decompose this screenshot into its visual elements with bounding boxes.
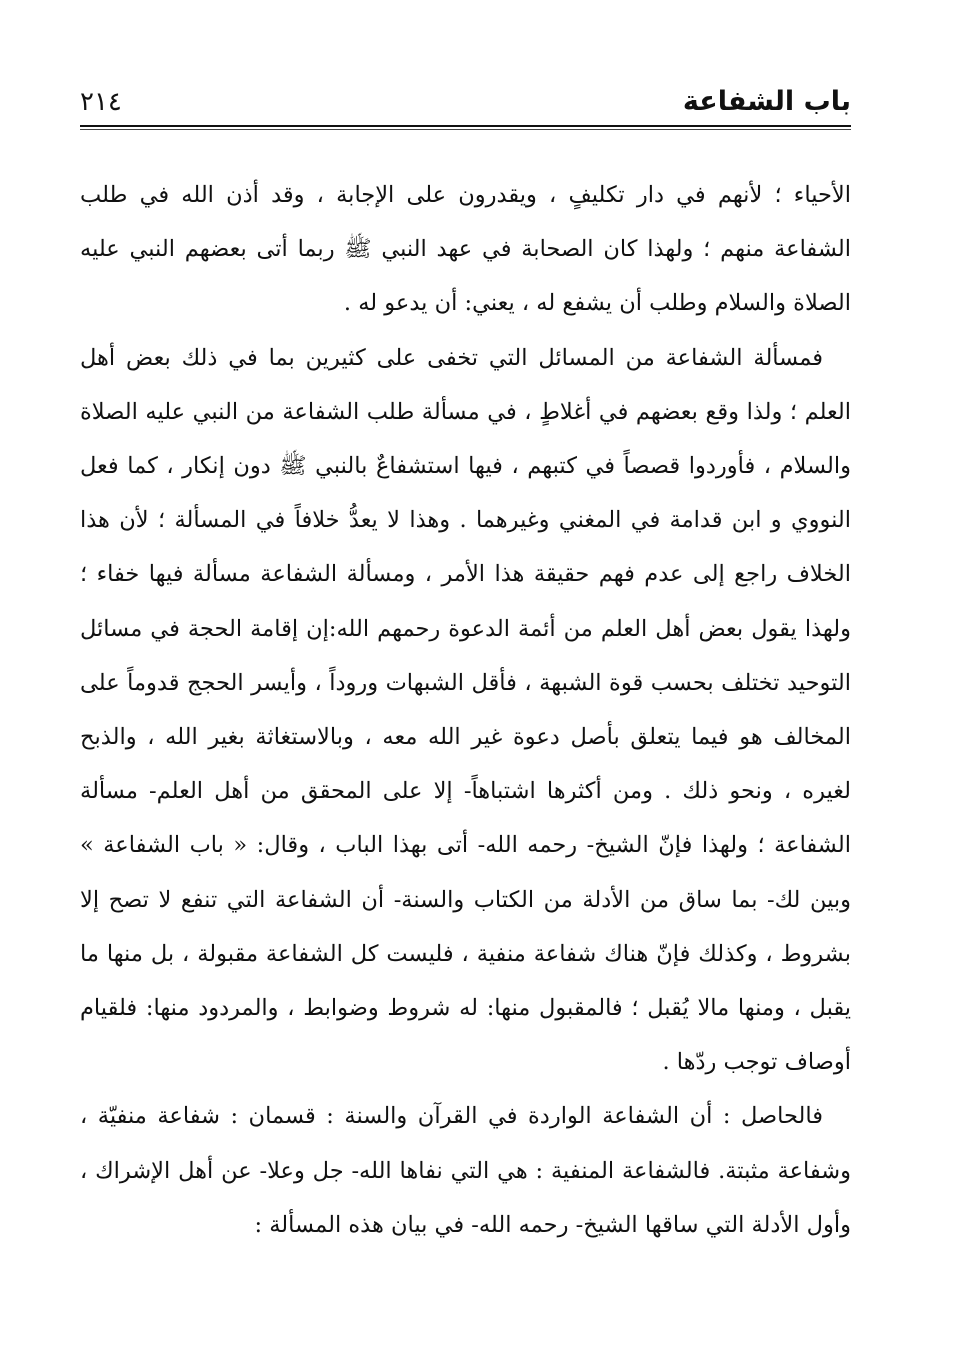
paragraph-1: الأحياء ؛ لأنهم في دار تكليفٍ ، ويقدرون على الإجابة ، وقد أذن الله في طلب الشفاعة منهم ؛ ولهذا كان الصحابة في عهد النبي ﷺ ربما أتى بعضهم النبي عليه الصلاة والسلام وطلب أن يشفع له ، يعني: أن يدعو له . (80, 182, 851, 317)
header-divider (80, 125, 851, 127)
page-header (80, 84, 851, 124)
body-text (80, 168, 851, 1252)
paragraph-3: فالحاصل : أن الشفاعة الواردة في القرآن والسنة : قسمان : شفاعة منفيّة ، وشفاعة مثبتة. فالشفاعة المنفية : هي التي نفاها الله- جل وعلا- عن أهل الإشراك ، وأول الأدلة التي ساقها الشيخ- رحمه الله- في بيان هذه المسألة : (80, 1103, 851, 1238)
paragraph-2: فمسألة الشفاعة من المسائل التي تخفى على كثيرين بما في ذلك بعض أهل العلم ؛ ولذا وقع بعضهم في أغلاطٍ ، في مسألة طلب الشفاعة من النبي عليه الصلاة والسلام ، فأوردوا قصصاً في كتبهم ، فيها استشفاعٌ بالنبي ﷺ دون إنكار ، كما فعل النووي و ابن قدامة في المغني وغيرهما . وهذا لا يعدُّ خلافاً في المسألة ؛ لأن هذا الخلاف راجع إلى عدم فهم حقيقة هذا الأمر ، ومسألة الشفاعة مسألة فيها خفاء ؛ ولهذا يقول بعض أهل العلم من أئمة الدعوة رحمهم الله:إن إقامة الحجة في مسائل التوحيد تختلف بحسب قوة الشبهة ، فأقل الشبهات وروداً ، وأيسر الحجج قدوماً على المخالف هو فيما يتعلق بأصل دعوة غير الله معه ، وبالاستغاثة بغير الله ، والذبح لغيره ، ونحو ذلك . ومن أكثرها اشتباهاً- إلا على المحقق من أهل العلم- مسألة الشفاعة ؛ ولهذا فإنّ الشيخ- رحمه الله- أتى بهذا الباب ، وقال: « باب الشفاعة » وبين لك- بما ساق من الأدلة من الكتاب والسنة- أن الشفاعة التي تنفع لا تصح إلا بشروط ، وكذلك فإنّ هناك شفاعة منفية ، فليست كل الشفاعة مقبولة ، بل منها ما يقبل ، ومنها مالا يُقبل ؛ فالمقبول منها: له شروط وضوابط ، والمردود منها: فلقيام أوصاف توجب ردّها . (80, 344, 851, 1076)
page-number: ٢١٤ (80, 87, 122, 117)
header-divider-thin (80, 129, 851, 130)
chapter-title: باب الشفاعة (682, 86, 851, 117)
